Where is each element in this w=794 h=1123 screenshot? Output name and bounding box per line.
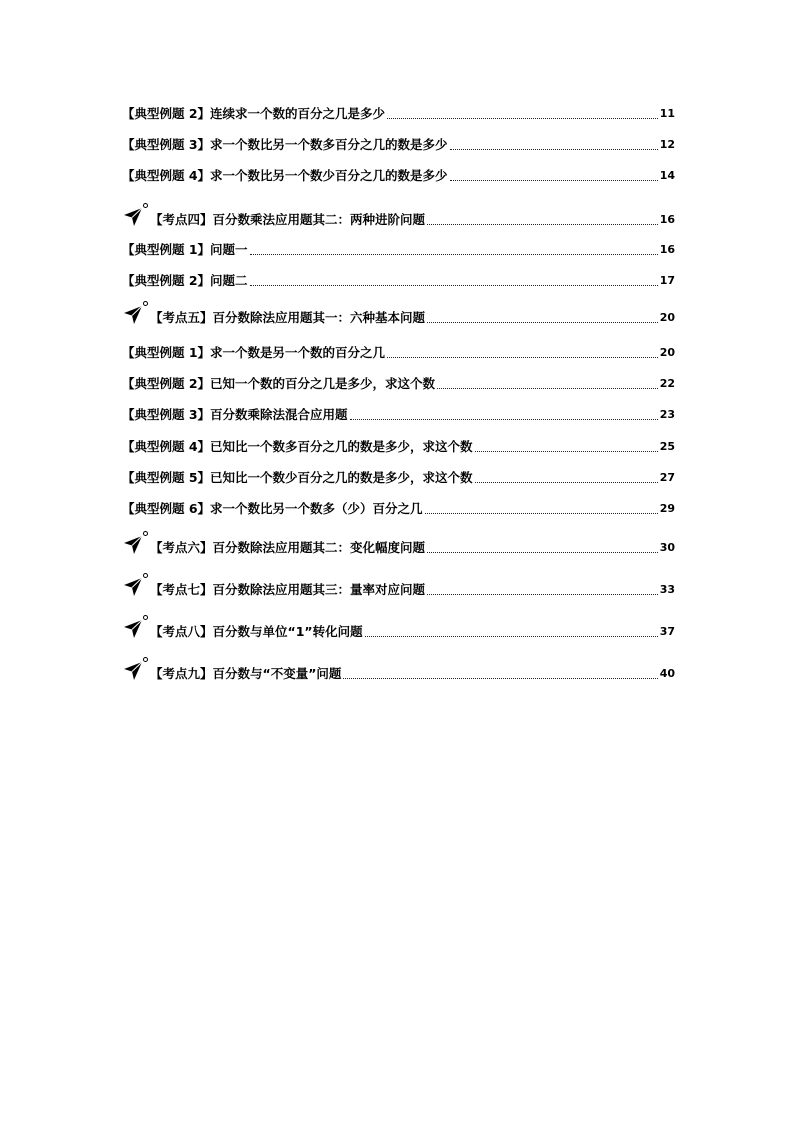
toc-entry-title: 【典型例题 1】问题一 [122, 242, 248, 257]
toc-entry-page: 11 [659, 107, 675, 120]
toc-section-page: 16 [659, 213, 675, 226]
dot-leader [343, 678, 657, 679]
toc-section-page: 33 [659, 583, 675, 596]
paper-plane-arrow-icon [122, 530, 150, 556]
dot-leader [427, 322, 658, 323]
dot-leader [387, 118, 658, 119]
toc-entry-page: 25 [659, 440, 675, 453]
toc-entry-title: 【典型例题 4】求一个数比另一个数少百分之几的数是多少 [122, 168, 448, 183]
dot-leader [427, 552, 658, 553]
toc-section[interactable] [122, 570, 675, 598]
toc-entry-page: 12 [659, 138, 675, 151]
paper-plane-arrow-icon [122, 656, 150, 682]
toc-section-page: 37 [659, 625, 675, 638]
toc-entry-page: 29 [659, 502, 675, 515]
toc-entry-title: 【典型例题 2】问题二 [122, 273, 248, 288]
dot-leader [425, 513, 658, 514]
dot-leader [437, 388, 658, 389]
toc-section[interactable] [122, 200, 675, 228]
toc-entry-page: 14 [659, 169, 675, 182]
paper-plane-arrow-icon [122, 614, 150, 640]
toc-entry[interactable] [122, 162, 675, 184]
toc-entry[interactable] [122, 495, 675, 517]
dot-leader [450, 149, 658, 150]
toc-section-page: 30 [659, 541, 675, 554]
toc-section-title: 【考点八】百分数与单位“1”转化问题 [150, 624, 363, 639]
dot-leader [387, 357, 658, 358]
toc-section[interactable] [122, 298, 675, 326]
toc-entry-title: 【典型例题 3】求一个数比另一个数多百分之几的数是多少 [122, 137, 448, 152]
toc-entry-title: 【典型例题 6】求一个数比另一个数多（少）百分之几 [122, 501, 423, 516]
dot-leader [450, 180, 658, 181]
toc-section-title: 【考点四】百分数乘法应用题其二：两种进阶问题 [150, 212, 426, 227]
toc-entry-title: 【典型例题 2】连续求一个数的百分之几是多少 [122, 106, 386, 121]
toc-entry[interactable] [122, 236, 675, 258]
toc-section-page: 40 [659, 667, 675, 680]
toc-entry[interactable] [122, 464, 675, 486]
toc-section-title: 【考点九】百分数与“不变量”问题 [150, 666, 342, 681]
dot-leader [250, 285, 658, 286]
toc-section[interactable] [122, 654, 675, 682]
dot-leader [427, 224, 658, 225]
toc-entry-title: 【典型例题 4】已知比一个数多百分之几的数是多少，求这个数 [122, 439, 473, 454]
toc-entry[interactable] [122, 100, 675, 122]
paper-plane-arrow-icon [122, 300, 150, 326]
dot-leader [475, 451, 658, 452]
toc-entry-title: 【典型例题 2】已知一个数的百分之几是多少，求这个数 [122, 376, 436, 391]
toc-section[interactable] [122, 528, 675, 556]
toc-section-page: 20 [659, 311, 675, 324]
toc-entry[interactable] [122, 401, 675, 423]
toc-entry[interactable] [122, 131, 675, 153]
paper-plane-arrow-icon [122, 202, 150, 228]
toc-entry-title: 【典型例题 3】百分数乘除法混合应用题 [122, 407, 348, 422]
toc-entry[interactable] [122, 370, 675, 392]
toc-entry-page: 22 [659, 377, 675, 390]
paper-plane-arrow-icon [122, 572, 150, 598]
dot-leader [350, 419, 658, 420]
toc-entry[interactable] [122, 339, 675, 361]
dot-leader [365, 636, 658, 637]
dot-leader [250, 254, 658, 255]
toc-entry[interactable] [122, 267, 675, 289]
toc-section-title: 【考点五】百分数除法应用题其一：六种基本问题 [150, 310, 426, 325]
toc-entry-page: 20 [659, 346, 675, 359]
toc-entry-title: 【典型例题 1】求一个数是另一个数的百分之几 [122, 345, 386, 360]
toc-entry[interactable] [122, 433, 675, 455]
toc-section[interactable] [122, 612, 675, 640]
toc-section-title: 【考点七】百分数除法应用题其三：量率对应问题 [150, 582, 426, 597]
toc-entry-page: 23 [659, 408, 675, 421]
dot-leader [427, 594, 658, 595]
toc-entry-page: 16 [659, 243, 675, 256]
toc-entry-page: 27 [659, 471, 675, 484]
toc-entry-page: 17 [659, 274, 675, 287]
toc-entry-title: 【典型例题 5】已知比一个数少百分之几的数是多少，求这个数 [122, 470, 473, 485]
dot-leader [475, 482, 658, 483]
toc-section-title: 【考点六】百分数除法应用题其二：变化幅度问题 [150, 540, 426, 555]
